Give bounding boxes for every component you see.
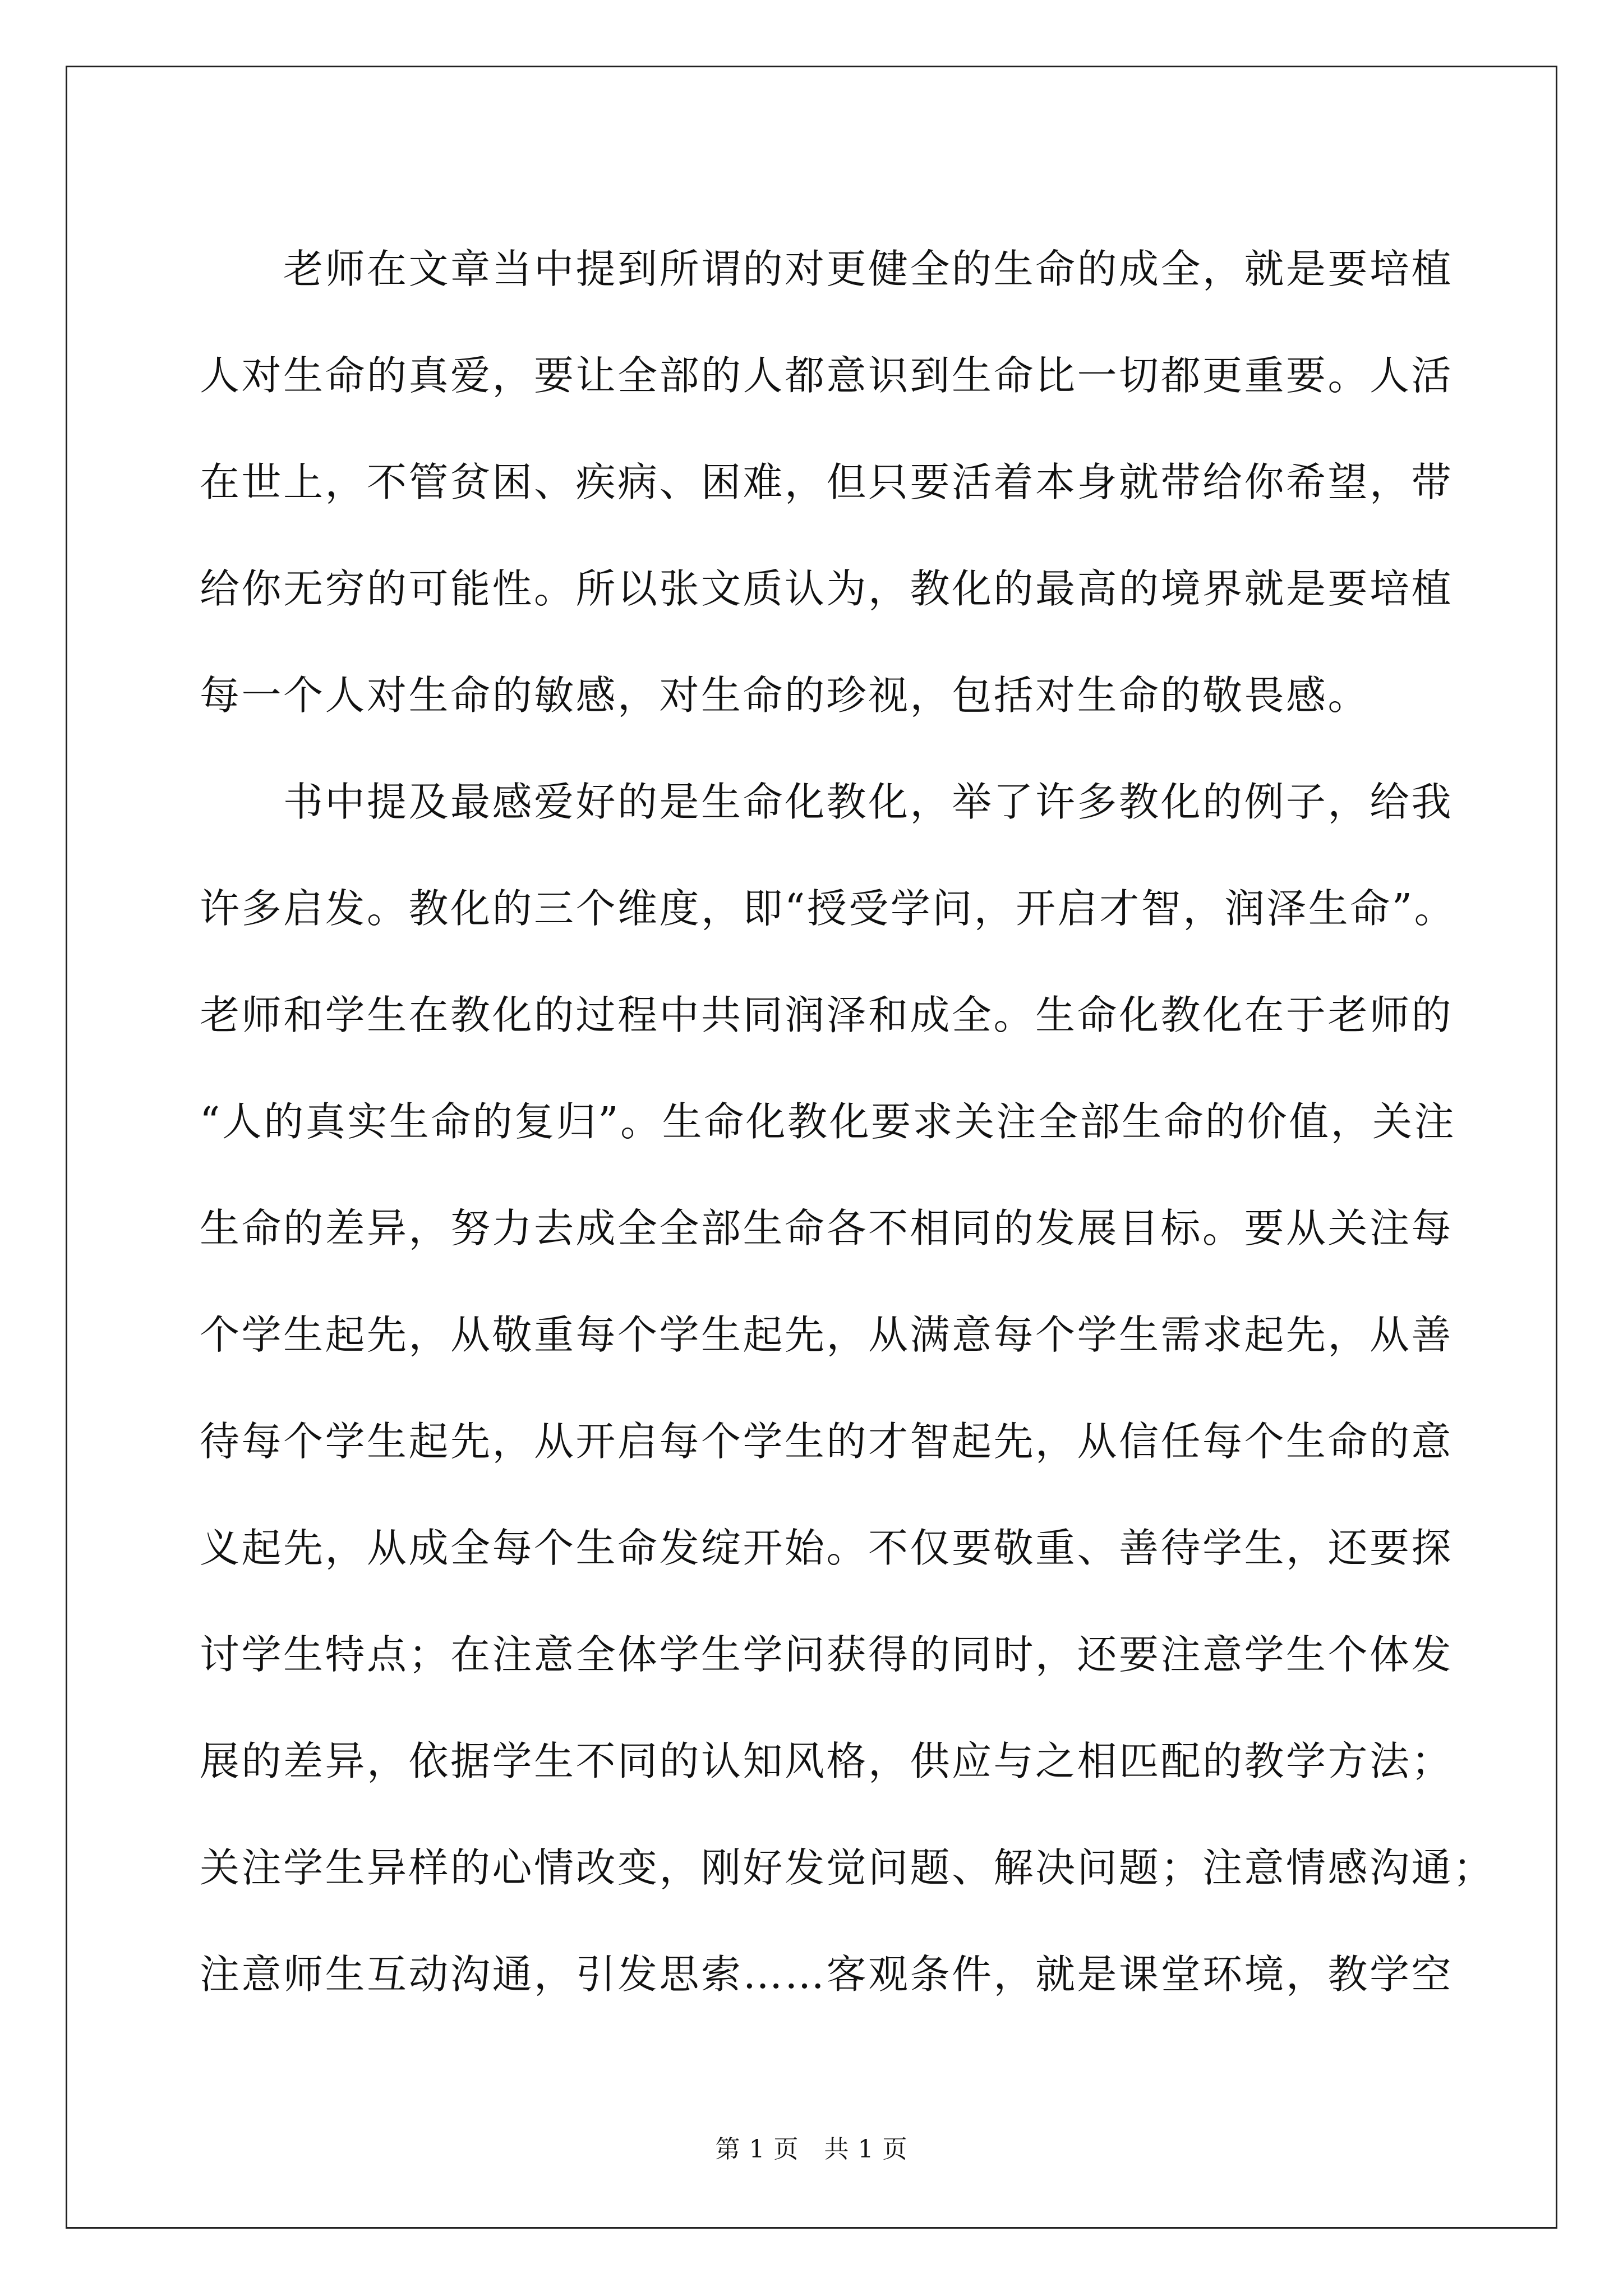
text-line: 在世上，不管贫困、疾病、困难，但只要活着本身就带给你希望，带 [200, 459, 1454, 505]
page-number-footer: 第 1 页 共 1 页 [715, 2135, 908, 2164]
text-line: 每一个人对生命的敏感，对生命的珍视，包括对生命的敬畏感。 [200, 672, 1370, 719]
text-line: 个学生起先，从敬重每个学生起先，从满意每个学生需求起先，从善 [200, 1312, 1454, 1358]
text-line: 关注学生异样的心情改变，刚好发觉问题、解决问题；注意情感沟通； [200, 1844, 1495, 1891]
text-line: 讨学生特点；在注意全体学生学问获得的同时，还要注意学生个体发 [200, 1631, 1454, 1678]
text-line: “人的真实生命的复归”。生命化教化要求关注全部生命的价值，关注 [200, 1098, 1456, 1145]
text-line: 许多启发。教化的三个维度，即“授受学问，开启才智，润泽生命”。 [200, 885, 1456, 932]
text-line: 生命的差异，努力去成全全部生命各不相同的发展目标。要从关注每 [200, 1205, 1454, 1251]
text-line: 义起先，从成全每个生命发绽开始。不仅要敬重、善待学生，还要探 [200, 1525, 1454, 1571]
text-line: 老师在文章当中提到所谓的对更健全的生命的成全，就是要培植 [200, 246, 1454, 292]
text-line: 展的差异，依据学生不同的认知风格，供应与之相匹配的教学方法； [200, 1738, 1454, 1784]
text-line: 注意师生互动沟通，引发思索……客观条件，就是课堂环境，教学空 [200, 1951, 1454, 1998]
document-body [200, 216, 1495, 2028]
text-line: 人对生命的真爱，要让全部的人都意识到生命比一切都更重要。人活 [200, 352, 1454, 399]
text-line: 给你无穷的可能性。所以张文质认为，教化的最高的境界就是要培植 [200, 565, 1454, 612]
text-line: 老师和学生在教化的过程中共同润泽和成全。生命化教化在于老师的 [200, 992, 1454, 1038]
text-line: 待每个学生起先，从开启每个学生的才智起先，从信任每个生命的意 [200, 1418, 1454, 1465]
text-line: 书中提及最感爱好的是生命化教化，举了许多教化的例子，给我 [200, 779, 1454, 825]
